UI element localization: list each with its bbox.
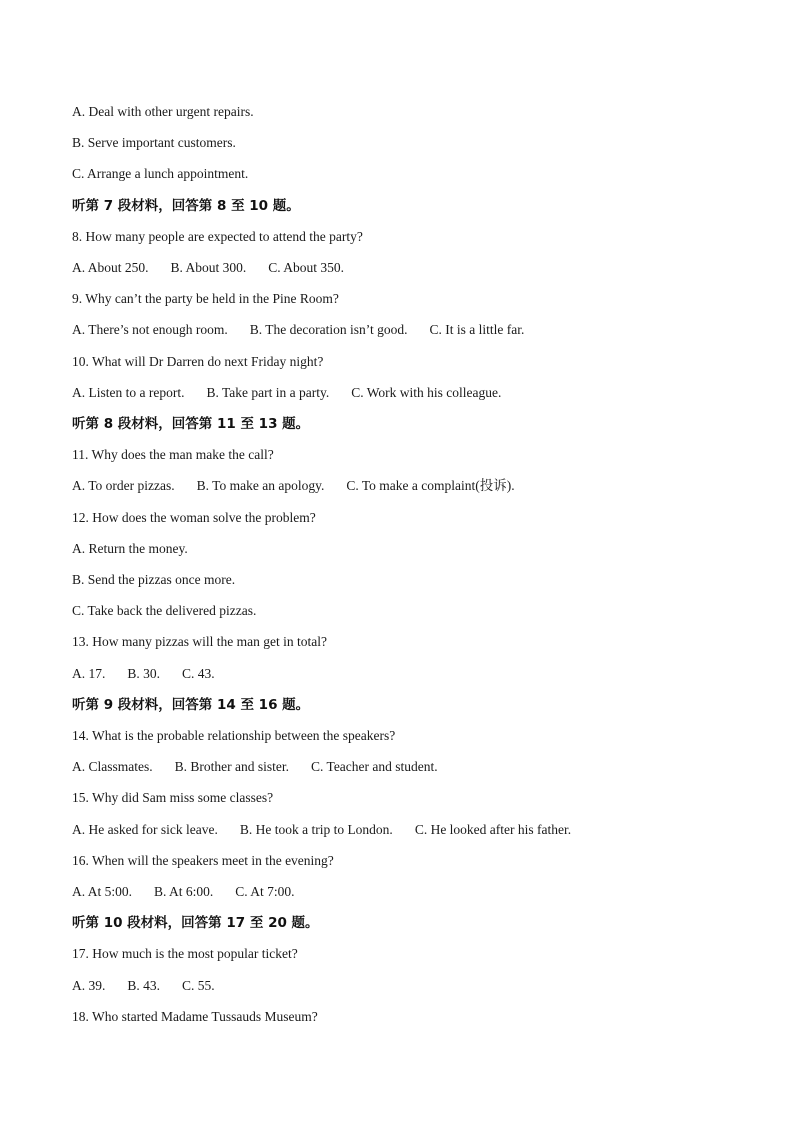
answer-option: C. About 350. [268,260,345,275]
answer-option: B. At 6:00. [154,884,214,899]
text-line: A. Return the money. [72,540,188,556]
answer-option: C. He looked after his father. [414,821,572,837]
section-heading: 听第 7 段材料，回答第 8 至 10 题。 [72,197,300,214]
answer-option: C. To make a complaint(投诉). [346,478,515,494]
answer-option: B. Take part in a party. [206,384,330,400]
options-row [72,758,438,776]
section-heading: 听第 9 段材料，回答第 14 至 16 题。 [72,696,310,713]
text-line: 9. Why can’t the party be held in the Pine Room? [72,291,339,307]
text-line: 13. How many pizzas will the man get in total? [72,634,327,650]
answer-option: A. He asked for sick leave. [72,821,218,837]
options-row [72,821,571,839]
answer-option: B. The decoration isn’t good. [249,322,408,338]
text-line: 11. Why does the man make the call? [72,447,274,463]
text-line: 8. How many people are expected to attend the party? [72,228,363,244]
answer-option: B. Brother and sister. [174,759,289,775]
options-row [72,259,344,277]
answer-option: C. Work with his colleague. [351,384,502,400]
text-line: 17. How much is the most popular ticket? [72,946,298,962]
options-row [72,477,515,495]
options-row [72,321,524,339]
text-line: B. Send the pizzas once more. [72,572,236,587]
answer-option: C. At 7:00. [235,884,295,899]
text-line: 14. What is the probable relationship between the speakers? [72,728,396,743]
answer-option: C. 55. [182,977,215,993]
answer-option: A. About 250. [72,260,149,275]
answer-option: A. Classmates. [72,759,153,775]
options-row [72,977,215,995]
answer-option: B. About 300. [170,260,247,275]
text-line: 16. When will the speakers meet in the evening? [72,852,334,868]
text-line: A. Deal with other urgent repairs. [72,104,254,119]
answer-option: B. To make an apology. [196,478,325,494]
text-line: 10. What will Dr Darren do next Friday night? [72,353,324,369]
answer-option: A. Listen to a report. [72,384,185,400]
section-heading: 听第 10 段材料，回答第 17 至 20 题。 [72,915,319,932]
answer-option: C. It is a little far. [429,322,525,338]
text-line: 12. How does the woman solve the problem? [72,509,316,525]
options-row [72,883,295,901]
answer-option: A. 17. [72,665,106,681]
answer-option: A. There’s not enough room. [72,322,228,338]
answer-option: A. To order pizzas. [72,478,175,494]
answer-option: A. At 5:00. [72,884,133,899]
options-row [72,384,501,402]
answer-option: A. 39. [72,977,106,993]
section-heading: 听第 8 段材料，回答第 11 至 13 题。 [72,416,310,432]
text-line: C. Arrange a lunch appointment. [72,166,249,182]
text-line: 15. Why did Sam miss some classes? [72,790,274,806]
answer-option: B. 43. [127,977,161,993]
answer-option: C. 43. [182,665,215,681]
answer-option: B. 30. [127,665,161,681]
text-line: 18. Who started Madame Tussauds Museum? [72,1008,318,1024]
answer-option: C. Teacher and student. [311,759,438,775]
answer-option: B. He took a trip to London. [239,821,393,837]
text-line: C. Take back the delivered pizzas. [72,603,257,619]
text-line: B. Serve important customers. [72,135,236,151]
options-row [72,665,215,683]
